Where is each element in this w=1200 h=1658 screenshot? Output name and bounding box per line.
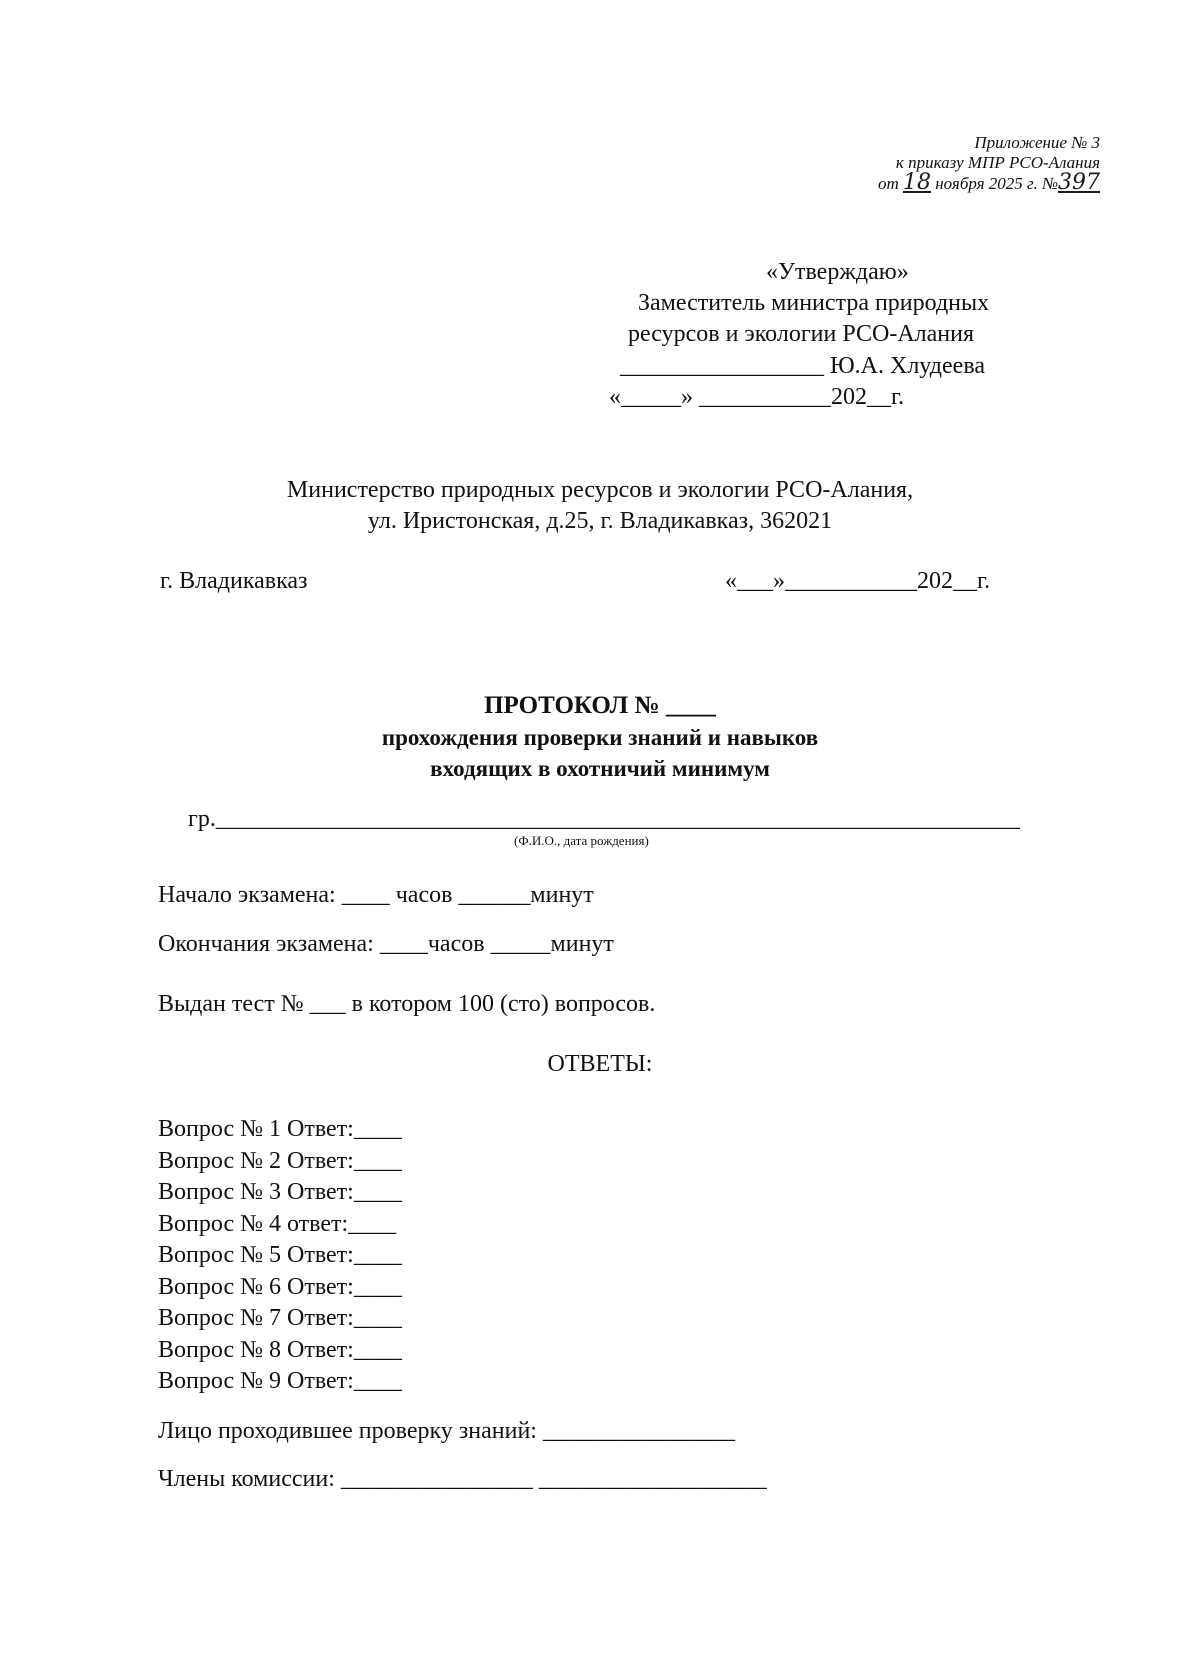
answer-line: Вопрос № 8 Ответ:____ [158,1336,402,1363]
document-date: «___»___________202__г. [725,568,991,594]
test-issued: Выдан тест № ___ в котором 100 (сто) вопросов. [158,991,656,1017]
answer-line: Вопрос № 5 Ответ:____ [158,1242,402,1268]
exam-end: Окончания экзамена: ____часов _____минут [158,931,614,957]
answer-line: Вопрос № 1 Ответ:____ [158,1116,402,1142]
citizen-hint: (Ф.И.О., дата рождения) [514,833,649,848]
appendix-number-handwritten: 397 [1058,170,1100,195]
protocol-title: ПРОТОКОЛ № ____ [484,692,716,719]
appendix-reference [878,133,1100,194]
appendix-title: Приложение № 3 [974,133,1100,152]
answers-title: ОТВЕТЫ: [547,1051,653,1077]
protocol-subtitle-1: прохождения проверки знаний и навыков [381,725,819,750]
answer-line: Вопрос № 2 Ответ:____ [158,1147,402,1174]
answers-list [158,1114,402,1398]
city: г. Владикавказ [160,568,308,594]
appendix-month-year: ноября 2025 г. № [935,174,1058,193]
citizen-line: гр.___________________________________________________________________ [188,806,1020,832]
examinee-signature: Лицо проходившее проверку знаний: ________________ [158,1418,735,1444]
answer-line: Вопрос № 6 Ответ:____ [158,1273,402,1300]
approval-stamp: «Утверждаю» [766,259,909,285]
answer-line: Вопрос № 3 Ответ:____ [158,1179,402,1205]
exam-start: Начало экзамена: ____ часов ______минут [158,882,594,908]
answer-line: Вопрос № 9 Ответ:____ [158,1368,402,1394]
protocol-subtitle-2: входящих в охотничий минимум [430,756,770,781]
approval-position-line2: ресурсов и экологии РСО-Алания [628,321,975,347]
organization-name: Министерство природных ресурсов и экологии РСО-Алания, [286,477,914,503]
approval-position-line1: Заместитель министра природных [638,290,990,316]
approval-date-line: «_____» ___________202__г. [609,384,905,410]
appendix-day-handwritten: 18 [902,170,931,195]
appendix-date-number [877,170,1100,195]
commission-signatures: Члены комиссии: ________________ ___________________ [158,1466,767,1492]
organization-address: ул. Иристонская, д.25, г. Владикавказ, 362021 [367,508,833,534]
appendix-order: к приказу МПР РСО-Алания [895,153,1100,172]
answer-line: Вопрос № 4 ответ:____ [158,1210,397,1237]
appendix-date-prefix: от [877,174,899,193]
approval-signature-line: _________________ Ю.А. Хлудеева [620,353,985,379]
answer-line: Вопрос № 7 Ответ:____ [158,1305,402,1331]
